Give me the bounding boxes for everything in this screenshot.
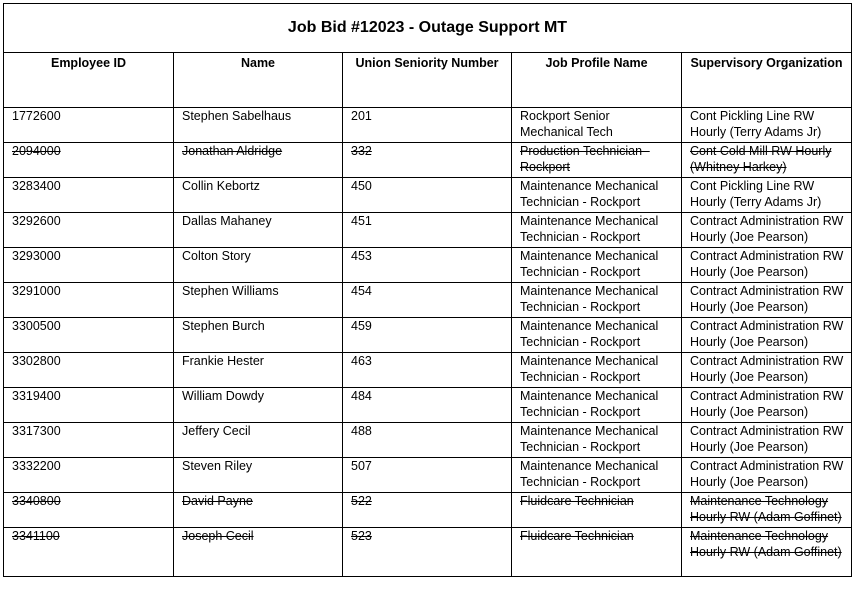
seniority-cell: 523	[343, 528, 512, 577]
supervisory-org-cell: Contract Administration RW Hourly (Joe Pearson)	[682, 248, 852, 283]
supervisory-org-cell: Maintenance Technology Hourly RW (Adam Goffinet)	[682, 528, 852, 577]
name-cell: Dallas Mahaney	[174, 213, 343, 248]
seniority-cell: 488	[343, 423, 512, 458]
employee-id-cell: 3291000	[4, 283, 174, 318]
name-cell: Stephen Sabelhaus	[174, 108, 343, 143]
table-row	[4, 528, 852, 577]
job-bid-table	[3, 3, 852, 577]
supervisory-org-cell: Contract Administration RW Hourly (Joe Pearson)	[682, 423, 852, 458]
column-header-employee-id: Employee ID	[4, 53, 174, 108]
supervisory-org-cell: Cont Cold Mill RW Hourly (Whitney Harkey)	[682, 143, 852, 178]
supervisory-org-cell: Contract Administration RW Hourly (Joe Pearson)	[682, 213, 852, 248]
column-header-job-profile-name: Job Profile Name	[512, 53, 682, 108]
seniority-cell: 463	[343, 353, 512, 388]
job-profile-cell: Production Technician - Rockport	[512, 143, 682, 178]
job-profile-cell: Fluidcare Technician	[512, 528, 682, 577]
name-cell: Jonathan Aldridge	[174, 143, 343, 178]
table-row	[4, 493, 852, 528]
name-cell: Steven Riley	[174, 458, 343, 493]
employee-id-cell: 1772600	[4, 108, 174, 143]
header-row	[4, 53, 852, 108]
name-cell: William Dowdy	[174, 388, 343, 423]
seniority-cell: 332	[343, 143, 512, 178]
job-profile-cell: Maintenance Mechanical Technician - Rockport	[512, 248, 682, 283]
employee-id-cell: 3340800	[4, 493, 174, 528]
column-header-supervisory-organization: Supervisory Organization	[682, 53, 852, 108]
name-cell: Frankie Hester	[174, 353, 343, 388]
supervisory-org-cell: Contract Administration RW Hourly (Joe Pearson)	[682, 458, 852, 493]
table-row	[4, 143, 852, 178]
supervisory-org-cell: Contract Administration RW Hourly (Joe Pearson)	[682, 353, 852, 388]
supervisory-org-cell: Cont Pickling Line RW Hourly (Terry Adams Jr)	[682, 178, 852, 213]
table-row	[4, 388, 852, 423]
table-row	[4, 458, 852, 493]
employee-id-cell: 2094000	[4, 143, 174, 178]
supervisory-org-cell: Maintenance Technology Hourly RW (Adam Goffinet)	[682, 493, 852, 528]
table-row	[4, 248, 852, 283]
supervisory-org-cell: Contract Administration RW Hourly (Joe Pearson)	[682, 388, 852, 423]
supervisory-org-cell: Contract Administration RW Hourly (Joe Pearson)	[682, 318, 852, 353]
job-bid-document	[3, 3, 851, 588]
seniority-cell: 453	[343, 248, 512, 283]
employee-id-cell: 3319400	[4, 388, 174, 423]
name-cell: Stephen Burch	[174, 318, 343, 353]
employee-id-cell: 3332200	[4, 458, 174, 493]
supervisory-org-cell: Cont Pickling Line RW Hourly (Terry Adams Jr)	[682, 108, 852, 143]
employee-id-cell: 3283400	[4, 178, 174, 213]
job-profile-cell: Maintenance Mechanical Technician - Rockport	[512, 388, 682, 423]
job-profile-cell: Maintenance Mechanical Technician - Rockport	[512, 213, 682, 248]
table-row	[4, 353, 852, 388]
name-cell: Stephen Williams	[174, 283, 343, 318]
table-title: Job Bid #12023 - Outage Support MT	[4, 4, 852, 53]
job-profile-cell: Maintenance Mechanical Technician - Rockport	[512, 283, 682, 318]
job-profile-cell: Fluidcare Technician	[512, 493, 682, 528]
employee-id-cell: 3293000	[4, 248, 174, 283]
seniority-cell: 484	[343, 388, 512, 423]
employee-id-cell: 3317300	[4, 423, 174, 458]
seniority-cell: 450	[343, 178, 512, 213]
table-row	[4, 108, 852, 143]
name-cell: Collin Kebortz	[174, 178, 343, 213]
job-profile-cell: Maintenance Mechanical Technician - Rockport	[512, 318, 682, 353]
seniority-cell: 451	[343, 213, 512, 248]
seniority-cell: 459	[343, 318, 512, 353]
name-cell: Joseph Cecil	[174, 528, 343, 577]
name-cell: David Payne	[174, 493, 343, 528]
employee-id-cell: 3302800	[4, 353, 174, 388]
job-profile-cell: Maintenance Mechanical Technician - Rockport	[512, 423, 682, 458]
employee-id-cell: 3341100	[4, 528, 174, 577]
seniority-cell: 454	[343, 283, 512, 318]
job-profile-cell: Maintenance Mechanical Technician - Rockport	[512, 353, 682, 388]
table-body	[4, 108, 852, 577]
seniority-cell: 201	[343, 108, 512, 143]
employee-id-cell: 3300500	[4, 318, 174, 353]
table-row	[4, 318, 852, 353]
job-profile-cell: Maintenance Mechanical Technician - Rockport	[512, 178, 682, 213]
name-cell: Colton Story	[174, 248, 343, 283]
job-profile-cell: Rockport Senior Mechanical Tech	[512, 108, 682, 143]
table-row	[4, 283, 852, 318]
employee-id-cell: 3292600	[4, 213, 174, 248]
name-cell: Jeffery Cecil	[174, 423, 343, 458]
table-row	[4, 213, 852, 248]
column-header-name: Name	[174, 53, 343, 108]
job-profile-cell: Maintenance Mechanical Technician - Rockport	[512, 458, 682, 493]
table-row	[4, 423, 852, 458]
seniority-cell: 507	[343, 458, 512, 493]
table-row	[4, 178, 852, 213]
seniority-cell: 522	[343, 493, 512, 528]
column-header-union-seniority-number: Union Seniority Number	[343, 53, 512, 108]
supervisory-org-cell: Contract Administration RW Hourly (Joe Pearson)	[682, 283, 852, 318]
